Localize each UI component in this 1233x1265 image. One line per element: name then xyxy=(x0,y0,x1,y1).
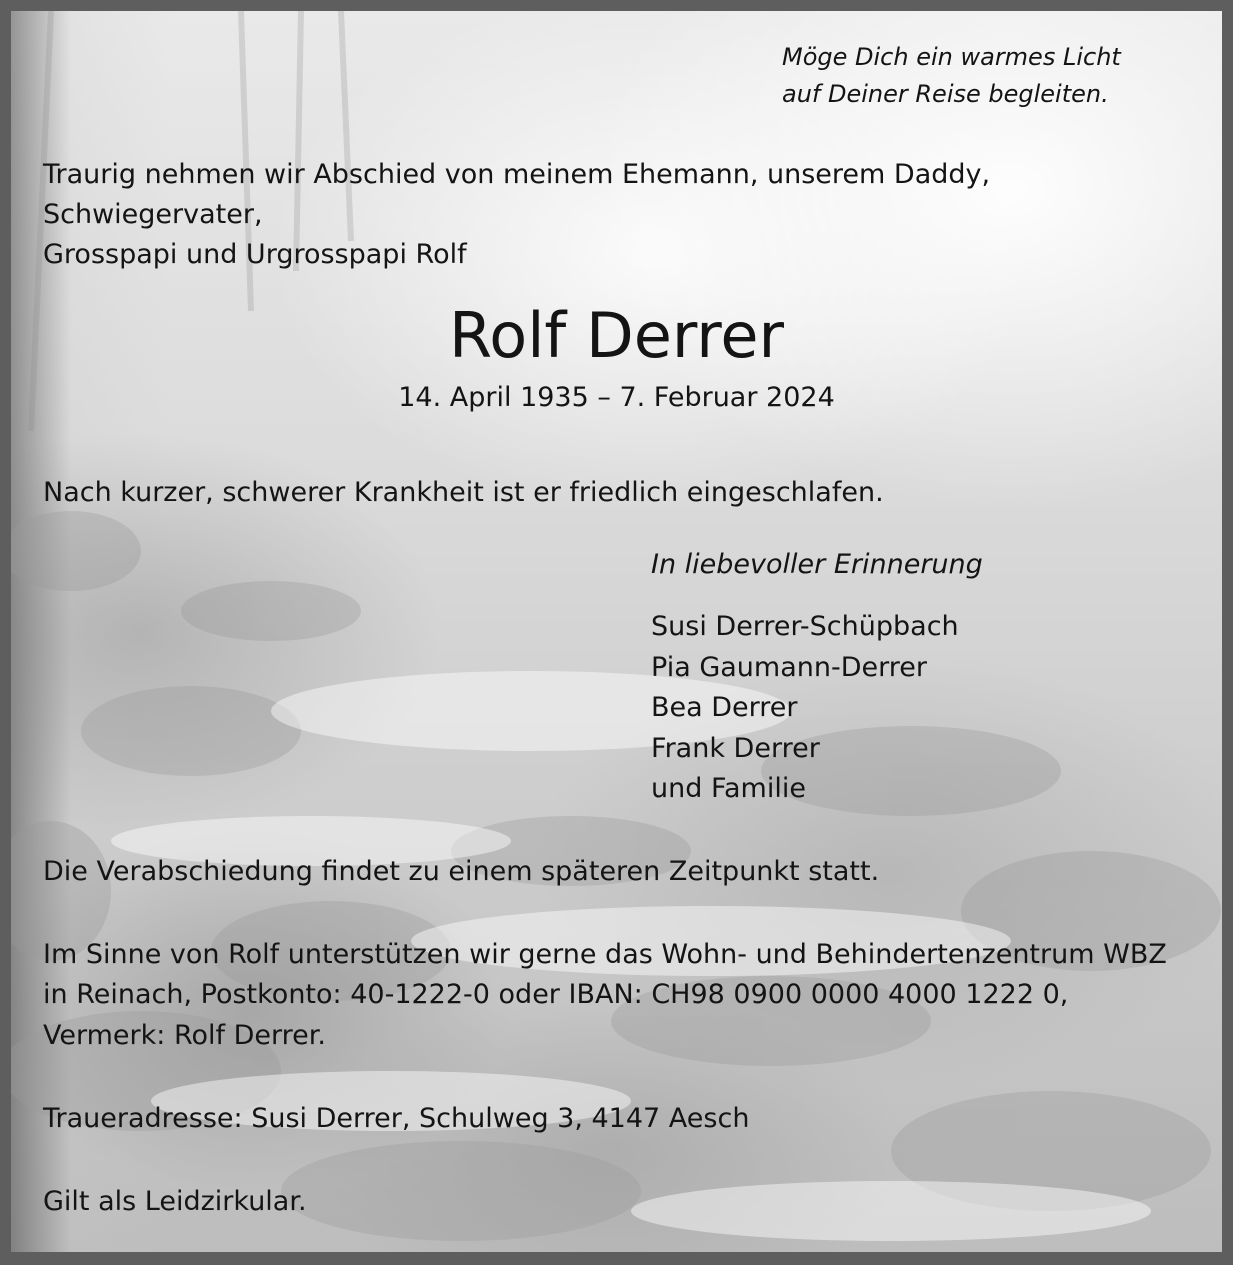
life-dates: 14. April 1935 – 7. Februar 2024 xyxy=(398,382,835,413)
intro-line-2: Grosspapi und Urgrosspapi Rolf xyxy=(43,239,467,270)
mourner-name: Bea Derrer xyxy=(651,692,798,723)
obituary-notice xyxy=(11,11,1222,1252)
mourner-name: Frank Derrer xyxy=(651,732,820,764)
mourner-name: Susi Derrer-Schüpbach xyxy=(651,611,959,642)
memory-title: In liebevoller Erinnerung xyxy=(651,549,983,580)
farewell-text: Die Verabschiedung findet zu einem späteren Zeitpunkt statt. xyxy=(43,856,880,887)
deceased-name: Rolf Derrer xyxy=(448,299,785,372)
mourner-name: und Familie xyxy=(651,773,806,804)
passing-text: Nach kurzer, schwerer Krankheit ist er friedlich eingeschlafen. xyxy=(43,477,884,508)
motto-line-1: Möge Dich ein warmes Licht xyxy=(782,43,1121,71)
motto xyxy=(782,39,1121,113)
donation-line-3: Vermerk: Rolf Derrer. xyxy=(43,1020,326,1051)
donation-line-1: Im Sinne von Rolf unterstützen wir gerne das Wohn- und Behindertenzentrum WBZ xyxy=(43,939,1167,970)
mourner-name: Pia Gaumann-Derrer xyxy=(651,651,927,683)
mourning-address: Traueradresse: Susi Derrer, Schulweg 3, 4147 Aesch xyxy=(43,1103,750,1134)
mourners-list xyxy=(651,607,959,810)
intro-text xyxy=(43,155,1213,275)
circular-note: Gilt als Leidzirkular. xyxy=(43,1186,307,1217)
notice-content xyxy=(11,11,1222,1252)
intro-line-1: Traurig nehmen wir Abschied von meinem Ehemann, unserem Daddy, Schwiegervater, xyxy=(43,159,991,230)
motto-line-2: auf Deiner Reise begleiten. xyxy=(782,80,1109,108)
donation-line-2: in Reinach, Postkonto: 40-1222-0 oder IBAN: CH98 0900 0000 4000 1222 0, xyxy=(43,979,1069,1010)
